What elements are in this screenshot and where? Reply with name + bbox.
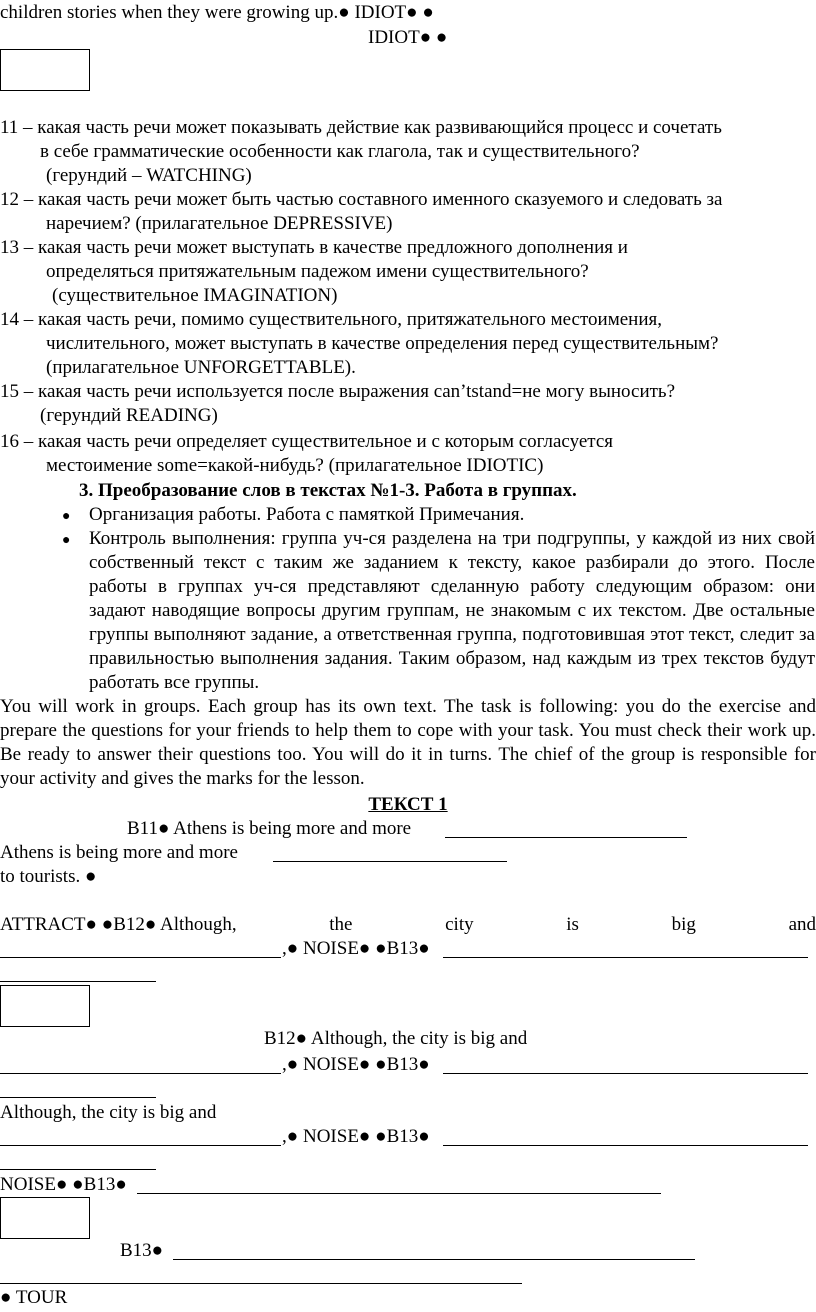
noise-b13-label: ,● NOISE● ●B13● xyxy=(282,1054,430,1075)
attract-word: ATTRACT● ●B12● Although, xyxy=(0,914,237,935)
question-14-line-1: 14 – какая часть речи, помимо существительного, притяжательного местоимения, xyxy=(0,309,662,330)
question-15-line-1: 15 – какая часть речи используется после выражения can’tstand=не могу выносить? xyxy=(0,381,676,402)
noise-b13-label: ,● NOISE● ●B13● xyxy=(282,938,430,959)
answer-blank[interactable] xyxy=(273,861,507,862)
answer-blank[interactable] xyxy=(0,1097,156,1098)
question-11-line-2: в себе грамматические особенности как глагола, так и существительного? xyxy=(40,141,640,162)
section-heading: 3. Преобразование слов в текстах №1-3. Работа в группах. xyxy=(79,480,577,501)
attract-word: the xyxy=(329,914,353,935)
answer-blank[interactable] xyxy=(173,1259,695,1260)
b12-prompt: B12● Although, the city is big and xyxy=(264,1028,528,1049)
question-16-line-1: 16 – какая часть речи определяет существительное и с которым согласуется xyxy=(0,431,613,452)
english-paragraph: You will work in groups. Each group has its own text. The task is following: you do the exercise and prepare the questions for your friends to help them to cope with your task. You must check their work up. Be ready to answer their questions too. You will do it in turns. The chief of the group is responsible for your activity and gives the marks for the lesson. xyxy=(0,696,816,789)
question-13-line-1: 13 – какая часть речи может выступать в качестве предложного дополнения и xyxy=(0,237,628,258)
bullet-item-2: Контроль выполнения: группа уч-ся разделена на три подгруппы, у каждой из них свой собственный текст с таким же заданием к тексту, какое разбирали до этого. После работы в группах уч-ся представляют сделанную работу следующим образом: они задают наводящие вопросы другим группам, не знакомым с их текстом. Две остальные группы выполняют задание, а ответственная группа, подготовившая этот текст, следит за правильностью выполнения задания. Таким образом, над каждым из трех текстов будут работать все группы. xyxy=(89,528,815,693)
question-12-line-2: наречием? (прилагательное DEPRESSIVE) xyxy=(46,213,393,234)
answer-blank[interactable] xyxy=(0,957,281,958)
top-line-1: children stories when they were growing up.● IDIOT● ● xyxy=(0,2,434,23)
answer-blank[interactable] xyxy=(0,1073,281,1074)
tourists-line: to tourists. ● xyxy=(0,866,97,887)
attract-word: big xyxy=(671,914,696,935)
attract-line xyxy=(0,913,816,937)
noise-prompt: NOISE● ●B13● xyxy=(0,1174,127,1195)
answer-blank[interactable] xyxy=(0,1283,522,1284)
answer-blank[interactable] xyxy=(443,1145,808,1146)
question-16-line-2: местоимение some=какой-нибудь? (прилагательное IDIOTIC) xyxy=(46,455,544,476)
answer-blank[interactable] xyxy=(137,1193,661,1194)
empty-box xyxy=(0,985,90,1027)
question-15-answer: (герундий READING) xyxy=(40,405,218,426)
answer-blank[interactable] xyxy=(443,957,808,958)
bullet-dot-icon: ● xyxy=(62,509,71,524)
question-14-line-2: числительного, может выступать в качестве определения перед существительным? xyxy=(46,333,719,354)
question-14-answer: (прилагательное UNFORGETTABLE). xyxy=(46,357,356,378)
top-line-2: IDIOT● ● xyxy=(368,27,448,48)
noise-b13-label: ,● NOISE● ●B13● xyxy=(282,1126,430,1147)
although-prompt: Although, the city is big and xyxy=(0,1102,217,1123)
question-12-line-1: 12 – какая часть речи может быть частью составного именного сказуемого и следовать за xyxy=(0,189,723,210)
question-13-line-2: определяться притяжательным падежом имени существительного? xyxy=(46,261,589,282)
answer-blank[interactable] xyxy=(443,1073,808,1074)
attract-word: is xyxy=(566,914,579,935)
question-11-answer: (герундий – WATCHING) xyxy=(46,165,252,186)
empty-box xyxy=(0,1197,90,1239)
athens-prompt: Athens is being more and more xyxy=(0,842,238,863)
b11-prompt: B11● Athens is being more and more xyxy=(127,818,412,839)
question-13-answer: (существительное IMAGINATION) xyxy=(52,285,338,306)
text-1-title: ТЕКСТ 1 xyxy=(368,794,448,815)
bullet-item-1: Организация работы. Работа с памяткой Примечания. xyxy=(89,504,525,525)
tour-line: ● TOUR xyxy=(0,1287,68,1308)
answer-blank[interactable] xyxy=(0,1145,281,1146)
answer-blank[interactable] xyxy=(0,981,156,982)
bullet-dot-icon: ● xyxy=(62,533,71,548)
attract-word: and xyxy=(788,914,816,935)
empty-box xyxy=(0,49,90,91)
answer-blank[interactable] xyxy=(0,1169,156,1170)
answer-blank[interactable] xyxy=(445,837,687,838)
b13-prompt: B13● xyxy=(120,1240,164,1261)
question-11-line-1: 11 – какая часть речи может показывать действие как развивающийся процесс и сочетать xyxy=(0,117,722,138)
attract-word: city xyxy=(445,914,474,935)
